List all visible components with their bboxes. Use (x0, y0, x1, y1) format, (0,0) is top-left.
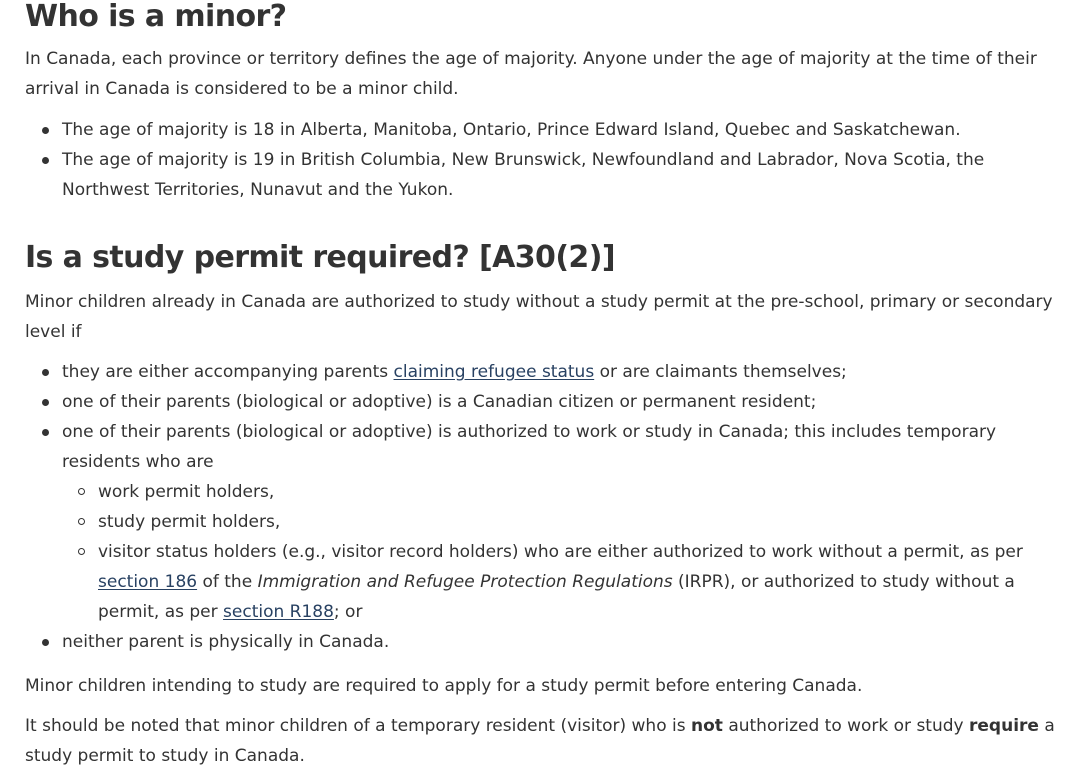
visitor-children-note-block (25, 711, 1070, 768)
apply-before-entry-block (25, 671, 1070, 701)
list-item: one of their parents (biological or adoptive) is a Canadian citizen or permanent resident; (25, 387, 1070, 417)
list-item-text: one of their parents (biological or adoptive) is authorized to work or study in Canada; this includes temporary residents who are (62, 422, 997, 472)
minor-intro-block (25, 44, 1070, 104)
list-item: The age of majority is 19 in British Columbia, New Brunswick, Newfoundland and Labrador, Nova Scotia, the Northwest Territories, Nunavut and the Yukon. (25, 145, 1070, 205)
list-item (25, 417, 1070, 627)
exemption-list-block (25, 357, 1070, 657)
heading-who-is-a-minor: Who is a minor? (25, 0, 287, 34)
apply-before-entry-paragraph: Minor children intending to study are required to apply for a study permit before entering Canada. (25, 676, 863, 696)
age-of-majority-list (25, 115, 1070, 205)
list-item: they are either accompanying parents claiming refugee status or are claimants themselves; (25, 357, 1070, 387)
temporary-resident-sublist (62, 477, 1070, 627)
sublist-item: study permit holders, (62, 507, 1070, 537)
sublist-item: visitor status holders (e.g., visitor record holders) who are either authorized to work without a permit, as per section 186 of the Immigration and Refugee Protection Regulations (IRPR), or authorized to study without a permit, as per section R188; or (62, 537, 1070, 627)
section-186-link[interactable]: section 186 (98, 572, 198, 592)
sublist-item: work permit holders, (62, 477, 1070, 507)
minor-intro-paragraph: In Canada, each province or territory defines the age of majority. Anyone under the age of majority at the time of their arrival in Canada is considered to be a minor child. (25, 49, 1037, 99)
visitor-children-note-paragraph: It should be noted that minor children of a temporary resident (visitor) who is not authorized to work or study require a study permit to study in Canada. (25, 716, 1055, 766)
permit-intro-paragraph: Minor children already in Canada are authorized to study without a study permit at the pre-school, primary or secondary level if (25, 292, 1053, 342)
list-item: neither parent is physically in Canada. (25, 627, 1070, 657)
irpr-title: Immigration and Refugee Protection Regulations (257, 572, 673, 592)
heading-study-permit-required: Is a study permit required? [A30(2)] (25, 240, 615, 275)
exemption-list (25, 357, 1070, 657)
permit-intro-block (25, 287, 1070, 347)
list-item: The age of majority is 18 in Alberta, Manitoba, Ontario, Prince Edward Island, Quebec and Saskatchewan. (25, 115, 1070, 145)
age-of-majority-list-block (25, 115, 1070, 205)
section-r188-link[interactable]: section R188 (223, 602, 334, 622)
claiming-refugee-status-link[interactable]: claiming refugee status (393, 362, 595, 382)
